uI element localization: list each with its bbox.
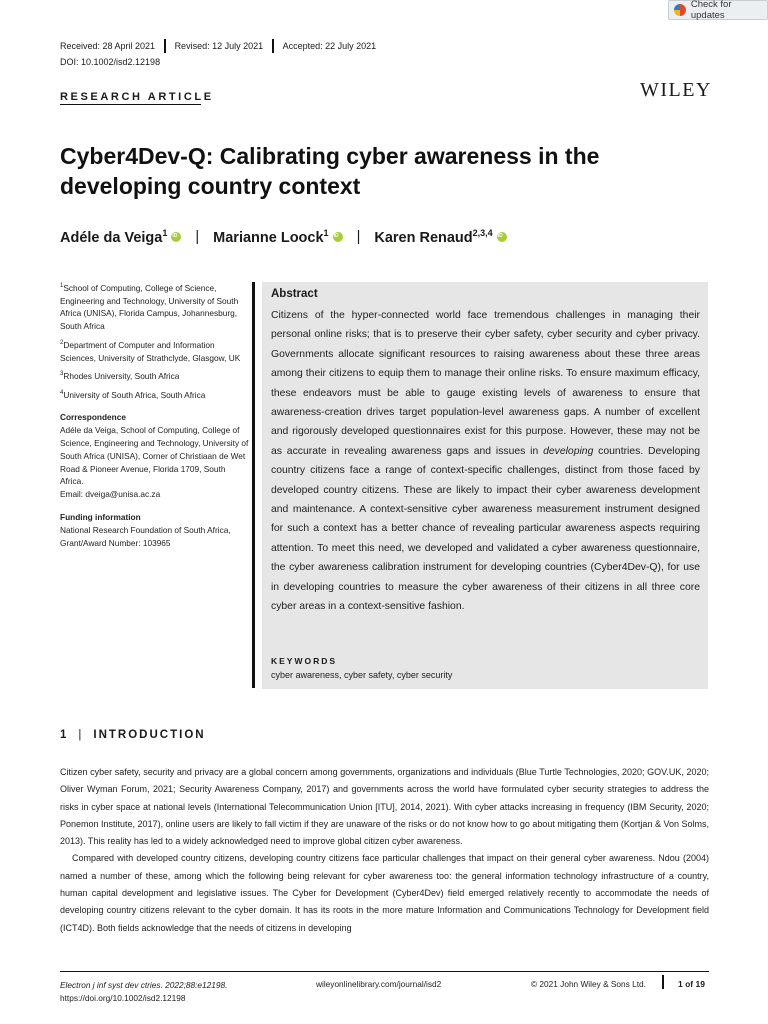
article-type-underline xyxy=(60,104,201,105)
orcid-icon[interactable] xyxy=(333,232,343,242)
crossmark-icon xyxy=(674,4,686,16)
journal-url[interactable]: wileyonlinelibrary.com/journal/isd2 xyxy=(316,979,442,989)
author-name[interactable]: Adéle da Veiga$^1$ xyxy=(60,228,168,246)
author-name[interactable]: Karen Renaud$^{2,3,4}$ xyxy=(374,228,493,246)
keywords-heading: KEYWORDS xyxy=(271,656,338,666)
paragraph: Citizen cyber safety, security and privacy are a global concern among governments, organizations and individuals (Blue Turtle Technologies, 2020; GOV.UK, 2020; Oliver Wyman Forum, 2021; Security Awareness Company, 2017) and governments across the world have formulated cyber security strategies to address the risks in cyber space at national levels (International Telecommunication Union [ITU], 2014, 2021). With cyber attacks increasing in frequency (IBM Security, 2020; Ponemon Institute, 2017), online users are likely to fall victim if they are unaware of the risks or do not know how to go about mitigating them (Kortjan & Von Solms, 2013). This reality has led to a widely acknowledged need to improve global citizen cyber awareness. xyxy=(60,767,709,847)
affiliation: $^1$School of Computing, College of Science, Engineering and Technology, University of South Africa (UNISA), Florida Campus, Johannesburg, South Africa xyxy=(60,282,239,332)
author-separator: | xyxy=(356,228,361,245)
article-type: RESEARCH ARTICLE xyxy=(60,91,214,103)
correspondence-email[interactable]: Email: dveiga@unisa.ac.za xyxy=(60,489,161,500)
page-number: 1 of 19 xyxy=(678,979,705,989)
footer-divider xyxy=(662,975,664,989)
correspondence-heading: Correspondence xyxy=(60,412,126,423)
footer-citation xyxy=(60,979,227,1005)
accepted-date: Accepted: 22 July 2021 xyxy=(282,41,377,51)
affiliations-column xyxy=(60,280,250,549)
abstract-text: Citizens of the hyper-connected world face tremendous challenges in managing their personal online risks; that is to preserve their cyber safety, cyber security and cyber privacy. Governments allocate significant resources to raising awareness about these three areas among their citizens to equip them to manage their online risks. To ensure maximum efficacy, these endeavors must be able to gauge existing levels of awareness to ensure that awareness-creation drives target population-level awareness gaps. A number of excellent and rigorously developed questionnaires exist for this purpose. However, these may not be as accurate in revealing awareness gaps and issues in developing countries. Developing country citizens face a range of context-specific challenges, distinct from those faced by developed country citizens. These are likely to impact their cyber awareness development and maintenance. A context-sensitive cyber awareness measurement instrument designed for such a context has a better chance of revealing particular awareness aspects requiring attention. To meet this need, we developed and validated a cyber awareness questionnaire, the cyber awareness calibration instrument for developing countries (Cyber4Dev-Q), for use in developing countries to measure the cyber awareness of their citizens in all three core cyber areas in a context-sensitive fashion. xyxy=(271,310,701,613)
affiliation: $^2$Department of Computer and Information Sciences, University of Strathclyde, Glasgow, UK xyxy=(60,339,241,363)
section-title: INTRODUCTION xyxy=(93,729,206,741)
check-updates-button[interactable] xyxy=(668,0,768,20)
journal-doi-link[interactable]: https://doi.org/10.1002/isd2.12198 xyxy=(60,993,186,1003)
affiliation: $^4$University of South Africa, South Africa xyxy=(60,389,206,400)
section-number: 1 xyxy=(60,729,69,741)
divider xyxy=(272,39,274,53)
funding-text: National Research Foundation of South Africa, Grant/Award Number: 103965 xyxy=(60,524,231,548)
keywords-list: cyber awareness, cyber safety, cyber security xyxy=(271,670,453,680)
divider xyxy=(164,39,166,53)
column-divider xyxy=(252,282,255,688)
author-separator: | xyxy=(195,228,200,245)
section-heading xyxy=(60,729,206,741)
publisher-logo: WILEY xyxy=(640,79,712,101)
paper-title: Cyber4Dev-Q: Calibrating cyber awareness in the developing country context xyxy=(60,143,600,199)
copyright: © 2021 John Wiley & Sons Ltd. xyxy=(531,979,646,989)
introduction-body xyxy=(60,764,709,937)
paragraph: Compared with developed country citizens, developing country citizens face particular challenges that impact on their general cyber awareness. Ndou (2004) named a number of these, among which the following being relevant for cyber awareness too: the general information technology infrastructure of a country, human capital development and legislative issues. The Cyber for Development (Cyber4Dev) field emerged relatively recently to accommodate the needs of developing country citizens relevant to the cyber domain. It has its roots in the more mature Information and Communications Technology for Development field (ICT4D). Both fields acknowledge that the needs of citizens in developing xyxy=(60,853,709,933)
funding-heading: Funding information xyxy=(60,512,141,523)
check-updates-label: Check for updates xyxy=(690,0,732,21)
doi[interactable]: DOI: 10.1002/isd2.12198 xyxy=(60,57,161,67)
received-date: Received: 28 April 2021 xyxy=(60,41,156,51)
correspondence-text: Adéle da Veiga, School of Computing, College of Science, Engineering and Technology, University of South Africa (UNISA), Corner of Christiaan de Wet Road & Pioneer Avenue, Florida 1709, South Africa. xyxy=(60,425,249,487)
affiliation: $^3$Rhodes University, South Africa xyxy=(60,371,180,382)
orcid-icon[interactable] xyxy=(497,232,507,242)
footer-rule xyxy=(60,971,709,972)
section-separator: | xyxy=(78,729,84,741)
publication-dates xyxy=(60,39,376,53)
abstract-heading: Abstract xyxy=(271,288,318,300)
orcid-icon[interactable] xyxy=(171,232,181,242)
journal-citation: Electron j inf syst dev ctries. 2022;88:e12198. xyxy=(60,980,228,990)
author-list xyxy=(60,228,507,246)
revised-date: Revised: 12 July 2021 xyxy=(174,41,264,51)
author-name[interactable]: Marianne Loock$^1$ xyxy=(213,228,329,246)
